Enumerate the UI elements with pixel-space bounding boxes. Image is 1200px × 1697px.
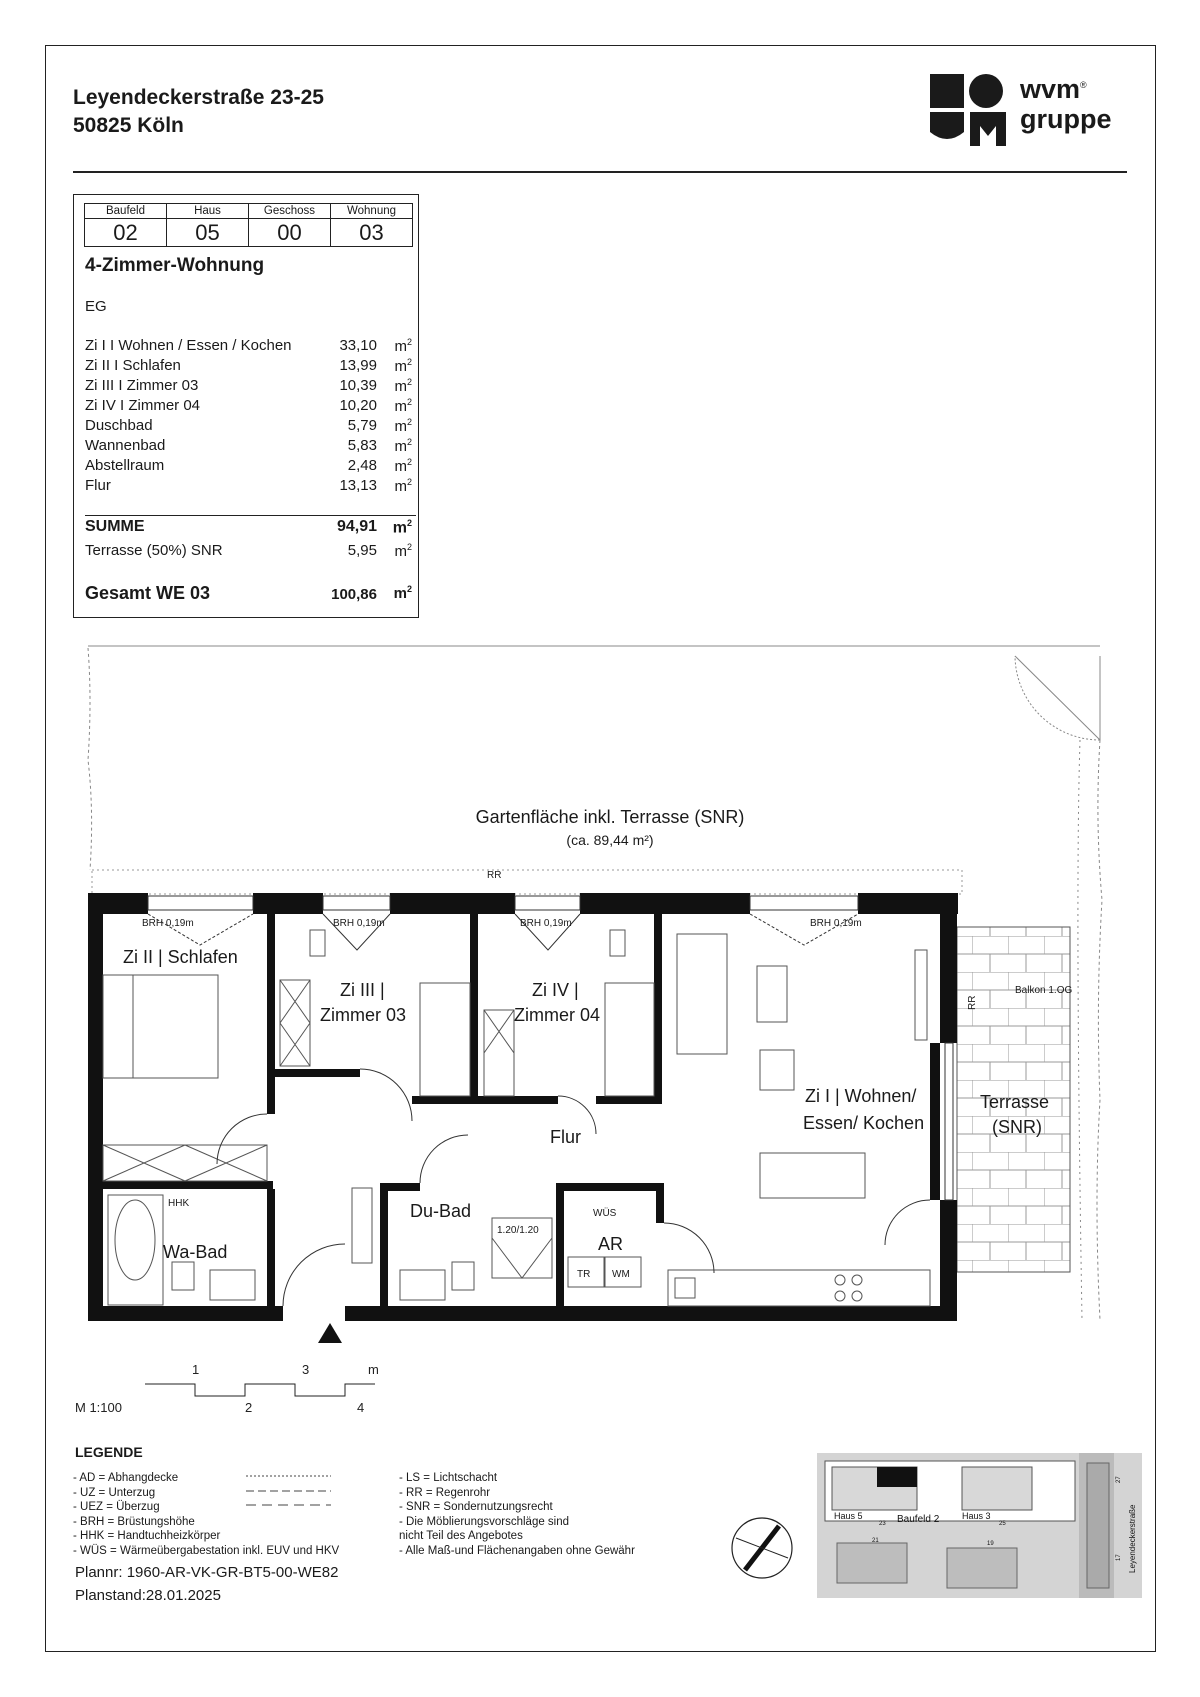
label-flur: Flur <box>550 1127 581 1147</box>
bed-zi4 <box>605 983 654 1096</box>
garden-right-hedge-2 <box>1078 740 1082 1320</box>
room-unit: $m^2$ <box>394 457 412 475</box>
kitchen-sink <box>675 1278 695 1298</box>
room-name: Wannenbad <box>85 437 166 454</box>
window-4 <box>750 896 858 910</box>
site-no-23: 23 <box>879 1521 886 1527</box>
room-unit: $m^2$ <box>394 437 412 455</box>
wardrobe-schlafen-x <box>103 1145 267 1181</box>
kitchen-counter <box>668 1270 930 1306</box>
wall-dubad-left <box>380 1183 388 1309</box>
room-name: Duschbad <box>85 417 153 434</box>
gravel-strip <box>92 870 962 894</box>
room-name: Abstellraum <box>85 457 165 474</box>
legend-item: - BRH = Brüstungshöhe <box>73 1515 195 1528</box>
hob-2 <box>852 1275 862 1285</box>
legend-item: - AD = Abhangdecke <box>73 1472 179 1484</box>
shower-drain <box>492 1238 552 1278</box>
double-bed <box>103 975 218 1078</box>
brand-reg: ® <box>1080 80 1087 90</box>
site-highlight-unit <box>877 1467 917 1487</box>
toilet-wabad <box>172 1262 194 1290</box>
room-name: Zi IV I Zimmer 04 <box>85 397 201 414</box>
floor-label: EG <box>85 298 107 315</box>
door-terrace <box>885 1200 930 1245</box>
legend-item: - LS = Lichtschacht <box>399 1472 498 1484</box>
site-haus3-label: Haus 3 <box>962 1511 991 1521</box>
terrace-label: Terrasse (50%) SNR <box>85 542 223 559</box>
wall-right-top <box>940 893 957 1043</box>
site-no-21: 21 <box>872 1538 879 1544</box>
legend-item: - RR = Regenrohr <box>399 1486 491 1499</box>
label-wus: WÜS <box>593 1208 617 1219</box>
legend-line-samples <box>246 1470 336 1520</box>
door-ar <box>664 1223 714 1273</box>
label-wohnen-line1: Zi I | Wohnen/ <box>805 1086 917 1106</box>
wall-schlafen-right <box>267 914 275 1074</box>
label-zi4-line1: Zi IV | <box>532 980 579 1000</box>
wall-top-2 <box>253 893 323 914</box>
label-wohnung: Wohnung <box>331 204 413 219</box>
entrance-arrow <box>318 1323 342 1343</box>
scale-tick-m: m <box>368 1362 379 1377</box>
label-terrasse-line1: Terrasse <box>980 1092 1050 1112</box>
brand-gruppe: gruppe <box>1020 104 1112 134</box>
site-haus5-label: Haus 5 <box>834 1511 863 1521</box>
room-name: Zi I I Wohnen / Essen / Kochen <box>85 337 292 354</box>
wall-dubad-right <box>556 1183 564 1309</box>
door-entry <box>283 1244 345 1306</box>
wall-rooms-bottom-3 <box>478 1096 558 1104</box>
plan-info <box>75 1561 338 1607</box>
legend-item: - HHK = Handtuchheizkörper <box>73 1530 221 1542</box>
label-tr: TR <box>577 1269 591 1280</box>
wall-wabad-right <box>267 1189 275 1309</box>
room-area: 5,83 <box>347 437 377 454</box>
dining-table <box>760 1153 865 1198</box>
room-area: 10,20 <box>339 397 377 414</box>
sum-unit: $m^2$ <box>392 518 412 537</box>
rr-label-terrace: RR <box>967 995 978 1010</box>
address-city: 50825 Köln <box>73 114 184 137</box>
legend-title: LEGENDE <box>75 1444 143 1460</box>
site-plan <box>817 1453 1142 1598</box>
legend-item: nicht Teil des Angebotes <box>399 1530 523 1542</box>
site-building-east <box>1087 1463 1109 1588</box>
scale-steps <box>145 1384 375 1396</box>
room-area: 5,79 <box>347 417 377 434</box>
coffee-table <box>757 966 787 1022</box>
room-unit: $m^2$ <box>394 337 412 355</box>
desk-zi3 <box>310 930 325 956</box>
total-area: 100,86 <box>331 586 377 603</box>
wall-dubad-top <box>380 1183 420 1191</box>
wall-zi3-right <box>470 914 478 1104</box>
toilet-dubad <box>452 1262 474 1290</box>
room-area: 2,48 <box>347 457 377 474</box>
tv-board <box>915 950 927 1040</box>
garden-left-hedge <box>88 648 92 870</box>
value-geschoss: 00 <box>249 219 331 247</box>
label-dubad: Du-Bad <box>410 1201 472 1221</box>
room-unit: $m^2$ <box>394 397 412 415</box>
site-street-label: Leyendeckerstraße <box>1128 1504 1137 1573</box>
site-building-south-2 <box>947 1548 1017 1588</box>
room-unit: $m^2$ <box>394 417 412 435</box>
room-name: Zi III I Zimmer 03 <box>85 377 199 394</box>
legend-item: - UZ = Unterzug <box>73 1486 156 1499</box>
label-ar: AR <box>598 1234 624 1254</box>
terrace-door <box>945 1043 953 1200</box>
label-zi4-line2: Zimmer 04 <box>514 1005 601 1025</box>
legend-item: - Alle Maß-und Flächenangaben ohne Gewähr <box>399 1544 635 1557</box>
brh-label-4: BRH 0,19m <box>810 918 862 929</box>
plan-date: Planstand:28.01.2025 <box>75 1587 221 1604</box>
rr-label-top: RR <box>487 870 502 881</box>
plan-number: Plannr: 1960-AR-VK-GR-BT5-00-WE82 <box>75 1564 339 1581</box>
label-wabad: Wa-Bad <box>163 1242 228 1262</box>
sum-area: 94,91 <box>336 518 377 535</box>
label-zi3-line2: Zimmer 03 <box>320 1005 407 1025</box>
sofa <box>677 934 727 1054</box>
wall-zi4-right <box>654 914 662 1104</box>
room-unit: $m^2$ <box>394 477 412 495</box>
room-area: 33,10 <box>339 337 377 354</box>
wall-hall-left <box>267 1069 275 1114</box>
desk-zi4 <box>610 930 625 956</box>
garden-gate-leaf <box>1015 656 1100 740</box>
label-geschoss: Geschoss <box>249 204 331 219</box>
value-haus: 05 <box>167 219 249 247</box>
address-street: Leyendeckerstraße 23-25 <box>73 86 324 109</box>
site-haus3 <box>962 1467 1032 1510</box>
brh-label-2: BRH 0,19m <box>333 918 385 929</box>
room-area: 13,13 <box>339 477 377 494</box>
garden-area-label: (ca. 89,44 m²) <box>566 832 654 848</box>
window-1 <box>148 896 253 910</box>
site-no-19: 19 <box>987 1541 994 1547</box>
terrace-unit: $m^2$ <box>394 542 412 560</box>
label-zi3-line1: Zi III | <box>340 980 385 1000</box>
stairs <box>352 1188 372 1263</box>
brh-label-1: BRH 0,19m <box>142 918 194 929</box>
scale-tick-2: 2 <box>245 1400 253 1415</box>
label-terrasse-line2: (SNR) <box>992 1117 1042 1137</box>
hob-3 <box>835 1291 845 1301</box>
wardrobe-zi3 <box>280 980 310 1066</box>
hob-4 <box>852 1291 862 1301</box>
site-building-south-1 <box>837 1543 907 1583</box>
wardrobe-zi3-x <box>280 980 310 1066</box>
garden-label: Gartenfläche inkl. Terrasse (SNR) <box>475 807 745 827</box>
room-name: Zi II I Schlafen <box>85 357 181 374</box>
wall-top-3 <box>390 893 515 914</box>
site-no-17: 17 <box>1116 1554 1122 1561</box>
value-baufeld: 02 <box>85 219 167 247</box>
label-schlafen: Zi II | Schlafen <box>123 947 238 967</box>
label-wohnen-line2: Essen/ Kochen <box>803 1113 925 1133</box>
bed-pillows <box>103 975 133 1078</box>
wall-schlafen-bottom <box>103 1181 273 1189</box>
washbasin-wabad <box>210 1270 255 1300</box>
window-2 <box>323 896 390 910</box>
wardrobe-zi4 <box>484 1010 514 1096</box>
bathtub <box>115 1200 155 1280</box>
wall-left <box>88 893 103 1321</box>
room-unit: $m^2$ <box>394 357 412 375</box>
total-label: Gesamt WE 03 <box>85 583 211 603</box>
armchair <box>760 1050 794 1090</box>
site-no-25: 25 <box>999 1521 1006 1527</box>
site-no-27: 27 <box>1116 1476 1122 1483</box>
north-arrow <box>727 1513 797 1583</box>
label-hhk: HHK <box>168 1198 190 1209</box>
room-unit: $m^2$ <box>394 377 412 395</box>
apartment-type: 4-Zimmer-Wohnung <box>85 255 265 276</box>
wall-bottom-1 <box>88 1306 283 1321</box>
legend-item: - UEZ = Überzug <box>73 1501 160 1513</box>
door-dubad <box>420 1135 468 1183</box>
wall-rooms-bottom-4 <box>596 1096 662 1104</box>
wall-bottom-2 <box>345 1306 957 1321</box>
bed-zi3 <box>420 983 470 1096</box>
label-wm: WM <box>612 1269 630 1280</box>
room-area: 13,99 <box>339 357 377 374</box>
garden-right-hedge <box>1097 740 1102 1320</box>
brand-wvm: wvm <box>1020 74 1081 104</box>
sum-label: SUMME <box>85 518 145 535</box>
door-zi3 <box>360 1069 412 1121</box>
washbasin-dubad <box>400 1270 445 1300</box>
room-name: Flur <box>85 477 111 494</box>
legend-column-2 <box>399 1471 635 1558</box>
brh-label-3: BRH 0,19m <box>520 918 572 929</box>
scale-tick-4: 4 <box>357 1400 365 1415</box>
wall-top-4 <box>580 893 750 914</box>
label-baufeld: Baufeld <box>85 204 167 219</box>
wall-kitchen-divider <box>930 1043 940 1200</box>
wall-rooms-bottom-2 <box>412 1096 478 1104</box>
room-area: 10,39 <box>339 377 377 394</box>
scale-ratio: M 1:100 <box>75 1400 122 1415</box>
scale-tick-1: 1 <box>192 1362 200 1377</box>
window-3 <box>515 896 580 910</box>
label-shower-size: 1.20/1.20 <box>497 1225 539 1236</box>
legend-item: - WÜS = Wärmeübergabestation inkl. EUV und HKV <box>73 1544 340 1557</box>
legend-item: - SNR = Sondernutzungsrecht <box>399 1501 553 1513</box>
scale-bar <box>75 1360 395 1420</box>
terrace-area: 5,95 <box>347 542 377 559</box>
hob-1 <box>835 1275 845 1285</box>
wall-rooms-bottom-1 <box>275 1069 360 1077</box>
total-unit: $m^2$ <box>393 584 412 602</box>
wardrobe-zi4-x <box>484 1010 514 1053</box>
wall-ar-top <box>556 1183 664 1191</box>
site-baufeld-label: Baufeld 2 <box>897 1514 940 1525</box>
wall-right-bottom <box>940 1200 957 1321</box>
value-wohnung: 03 <box>331 219 413 247</box>
legend-item: - Die Möblierungsvorschläge sind <box>399 1515 570 1528</box>
label-haus: Haus <box>167 204 249 219</box>
scale-tick-3: 3 <box>302 1362 310 1377</box>
wardrobe-schlafen <box>103 1145 267 1181</box>
compass-cross <box>736 1538 788 1558</box>
balkon-label: Balkon 1.OG <box>1015 985 1073 996</box>
